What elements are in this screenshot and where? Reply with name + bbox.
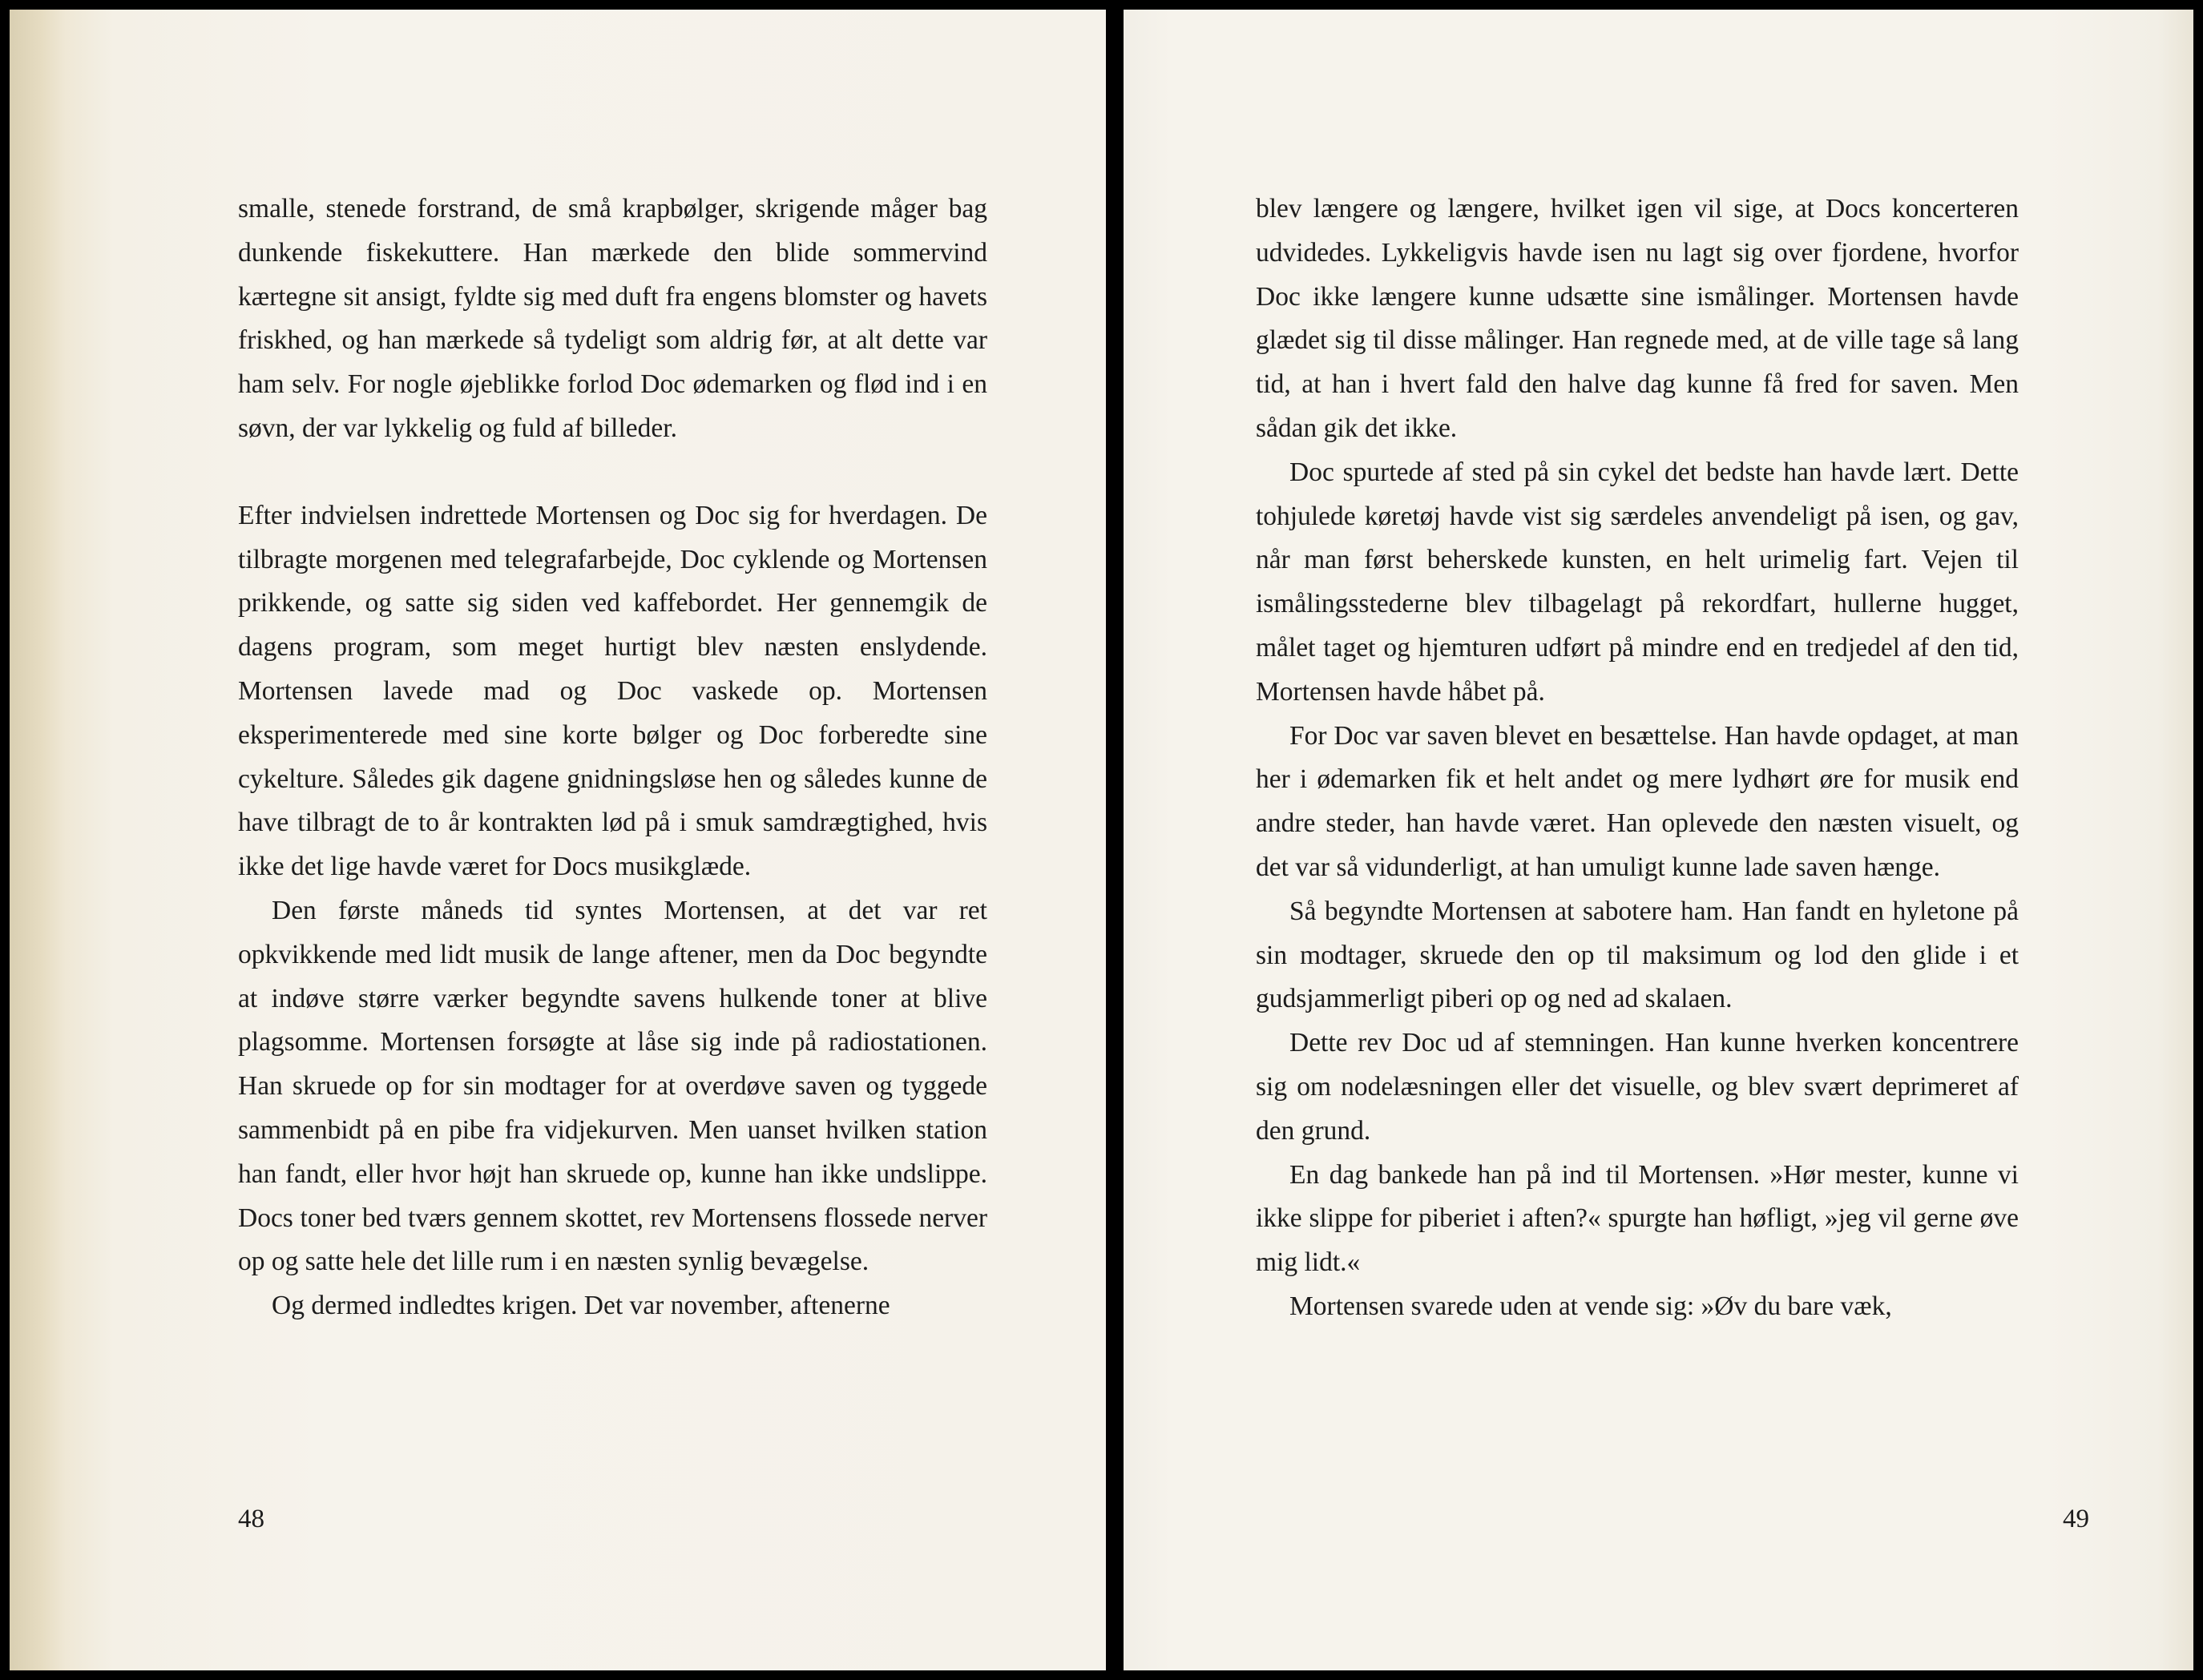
paragraph: Mortensen svarede uden at vende sig: »Øv du bare væk,	[1289, 1291, 1892, 1321]
paragraph: Så begyndte Mortensen at sabotere ham. Han fandt en hyletone på sin modtager, skruede den op til maksimum og lod den glide i et gudsjammerligt piberi op og ned ad skalaen.	[1256, 896, 2019, 1014]
right-page	[1124, 10, 2193, 1670]
page-number: 48	[238, 1505, 264, 1533]
page-number: 49	[2063, 1505, 2089, 1533]
paragraph: smalle, stenede forstrand, de små krapbølger, skrigende måger bag dunkende fiskekuttere. Han mærkede den blide sommervind kærtegne sit ansigt, fyldte sig med duft fra engens blomster og havets friskhed, og han mærkede så tydeligt som aldrig før, at alt dette var ham selv. For nogle øjeblikke forlod Doc ødemarken og flød ind i en søvn, der var lykkelig og fuld af billeder.	[238, 194, 987, 443]
paragraph: En dag bankede han på ind til Mortensen. »Hør mester, kunne vi ikke slippe for piberiet i aften?« spurgte han høfligt, »jeg vil gerne øve mig lidt.«	[1256, 1159, 2019, 1278]
right-page-text	[1256, 187, 2019, 1329]
left-page	[10, 10, 1106, 1670]
paragraph: Dette rev Doc ud af stemningen. Han kunne hverken koncentrere sig om nodelæsningen eller det visuelle, og blev svært deprimeret af den grund.	[1256, 1028, 2019, 1146]
left-page-text	[238, 187, 987, 1328]
paragraph: Og dermed indledtes krigen. Det var november, aftenerne	[272, 1291, 890, 1321]
paragraph: For Doc var saven blevet en besættelse. Han havde opdaget, at man her i ødemarken fik et helt andet og mere lydhørt øre for musik end andre steder, han havde været. Han oplevede den næsten visuelt, og det var så vidunderligt, at han umuligt kunne lade saven hænge.	[1256, 720, 2019, 882]
paragraph: Doc spurtede af sted på sin cykel det bedste han havde lært. Dette tohjulede køretøj havde vist sig særdeles anvendeligt på isen, og gav, når man først beherskede kunsten, en helt urimelig fart. Vejen til ismålingsstederne blev tilbagelagt på rekordfart, hullerne hugget, målet taget og hjemturen udført på mindre end en tredjedel af den tid, Mortensen havde håbet på.	[1256, 457, 2019, 707]
paragraph: blev længere og længere, hvilket igen vil sige, at Docs koncerteren udvidedes. Lykkeligvis havde isen nu lagt sig over fjordene, hvorfor Doc ikke længere kunne udsætte sine ismålinger. Mortensen havde glædet sig til disse målinger. Han regnede med, at de ville tage så lang tid, at han i hvert fald den halve dag kunne få fred for saven. Men sådan gik det ikke.	[1256, 194, 2019, 443]
paragraph: Den første måneds tid syntes Mortensen, at det var ret opkvikkende med lidt musik de lange aftener, men da Doc begyndte at indøve større værker begyndte savens hulkende toner at blive plagsomme. Mortensen forsøgte at låse sig inde på radiostationen. Han skruede op for sin modtager for at overdøve saven og tyggede sammenbidt på en pibe fra vidjekurven. Men uanset hvilken station han fandt, eller hvor højt han skruede op, kunne han ikke undslippe. Docs toner bed tværs gennem skottet, rev Mortensens flossede nerver op og satte hele det lille rum i en næsten synlig bevægelse.	[238, 895, 987, 1277]
paragraph: Efter indvielsen indrettede Mortensen og Doc sig for hverdagen. De tilbragte morgenen med telegrafarbejde, Doc cyklende og Mortensen prikkende, og satte sig siden ved kaffebordet. Her gennemgik de dagens program, som meget hurtigt blev næsten enslydende. Mortensen lavede mad og Doc vaskede op. Mortensen eksperimenterede med sine korte bølger og Doc forberedte sine cykelture. Således gik dagene gnidningsløse hen og således kunne de have tilbragt de to år kontrakten lød på i smuk samdrægtighed, hvis ikke det lige havde været for Docs musikglæde.	[238, 500, 987, 882]
